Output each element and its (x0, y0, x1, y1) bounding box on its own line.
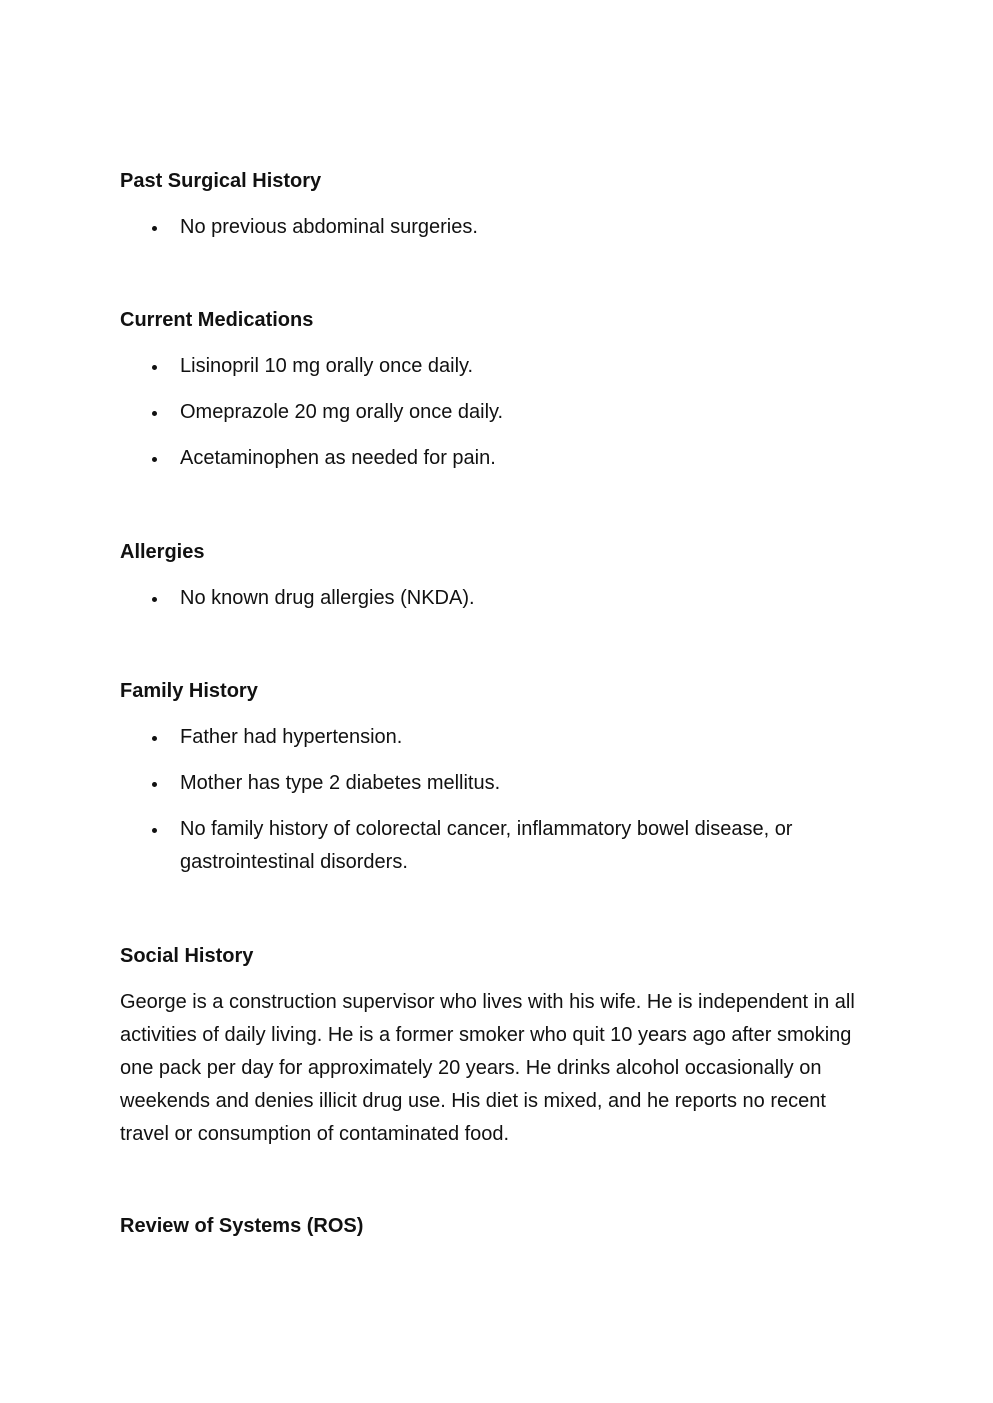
allergies-section (120, 540, 880, 615)
bullet-icon (152, 457, 157, 462)
review-of-systems-section (120, 1214, 880, 1238)
section-heading: Review of Systems (ROS) (120, 1215, 364, 1237)
bullet-icon (152, 226, 157, 231)
list-item: Mother has type 2 diabetes mellitus. (120, 767, 880, 800)
list-item: Omeprazole 20 mg orally once daily. (120, 396, 880, 429)
bullet-icon (152, 828, 157, 833)
list-item: No family history of colorectal cancer, inflammatory bowel disease, or gastrointestinal disorders. (120, 813, 870, 879)
past-surgical-history-section (120, 169, 880, 244)
bullet-icon (152, 597, 157, 602)
bullet-icon (152, 411, 157, 416)
section-heading: Family History (120, 680, 258, 702)
bullet-list (120, 211, 880, 244)
list-item: Lisinopril 10 mg orally once daily. (120, 350, 880, 383)
list-item: Acetaminophen as needed for pain. (120, 442, 880, 475)
family-history-section (120, 679, 880, 879)
list-item: Father had hypertension. (120, 721, 880, 754)
section-heading: Past Surgical History (120, 170, 322, 192)
section-heading: Current Medications (120, 309, 314, 331)
list-item: No known drug allergies (NKDA). (120, 582, 880, 615)
social-history-paragraph: George is a construction supervisor who lives with his wife. He is independent in all activities of daily living. He is a former smoker who quit 10 years ago after smoking one pack per day for approximately 20 years. He drinks alcohol occasionally on weekends and denies illicit drug use. His diet is mixed, and he reports no recent travel or consumption of contaminated food. (120, 991, 855, 1145)
bullet-icon (152, 736, 157, 741)
section-heading: Social History (120, 945, 254, 967)
section-heading: Allergies (120, 541, 205, 563)
current-medications-section (120, 308, 880, 475)
bullet-icon (152, 365, 157, 370)
bullet-list (120, 350, 880, 475)
social-history-section (120, 944, 880, 1151)
bullet-list (120, 721, 880, 879)
bullet-icon (152, 782, 157, 787)
bullet-list (120, 582, 880, 615)
list-item: No previous abdominal surgeries. (120, 211, 880, 244)
